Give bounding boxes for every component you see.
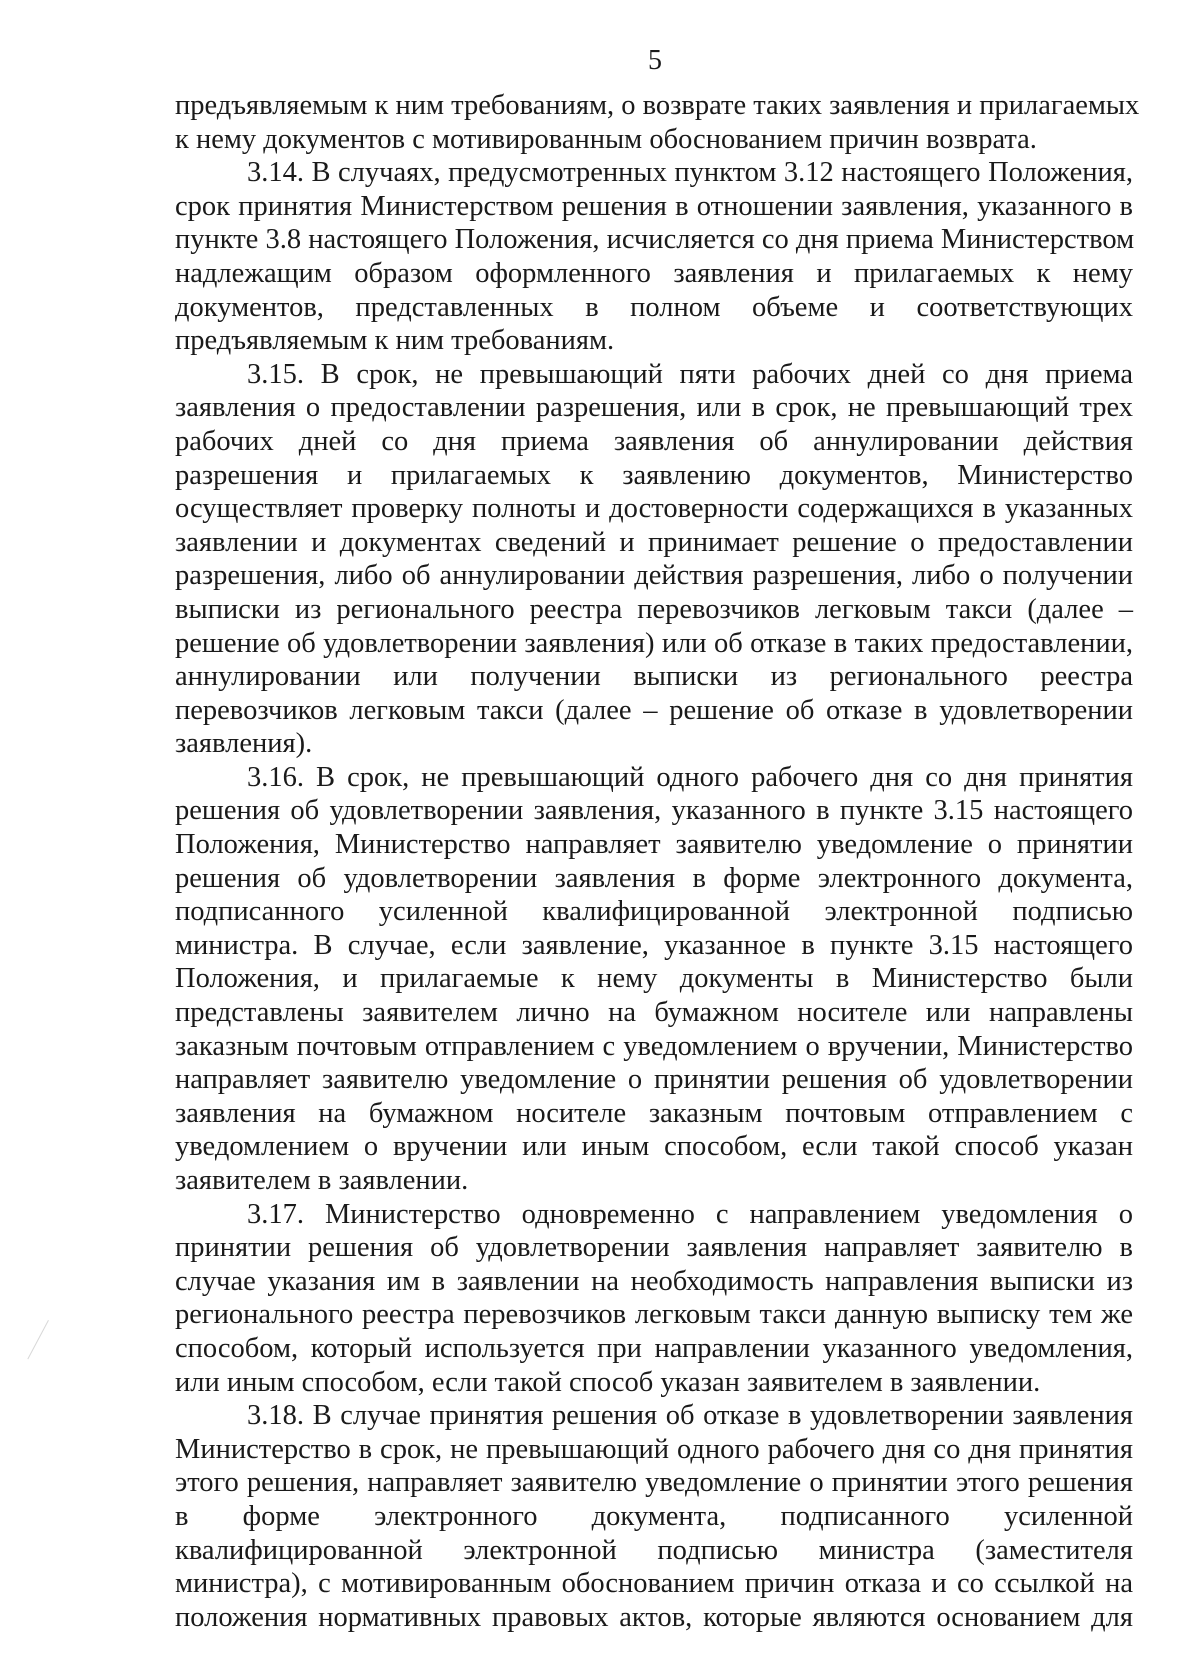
text-line: разрешения, либо об аннулировании действия разрешения, либо о получении	[175, 560, 1133, 592]
text-line: решение об удовлетворении заявления) или об отказе в таких предоставлении,	[175, 627, 1133, 659]
text-line: 3.14. В случаях, предусмотренных пунктом 3.12 настоящего Положения,	[247, 157, 1133, 189]
text-line: случае указания им в заявлении на необходимость направления выписки из	[175, 1265, 1133, 1297]
text-line: министра), с мотивированным обоснованием причин отказа и со ссылкой на	[175, 1568, 1133, 1600]
text-line: Положения, Министерство направляет заявителю уведомление о принятии	[175, 829, 1133, 861]
text-line: заявителем в заявлении.	[175, 1165, 469, 1196]
text-line: заказным почтовым отправлением с уведомлением о вручении, Министерство	[175, 1030, 1133, 1062]
page-number: 5	[648, 45, 662, 76]
text-line: заявления на бумажном носителе заказным почтовым отправлением с	[175, 1097, 1133, 1129]
text-line: подписанного усиленной квалифицированной электронной подписью	[175, 896, 1133, 928]
text-line: срок принятия Министерством решения в отношении заявления, указанного в	[175, 190, 1133, 222]
text-line: заявления).	[175, 728, 313, 760]
text-line: пункте 3.8 настоящего Положения, исчисляется со дня приема Министерством	[175, 224, 1135, 256]
text-line: квалифицированной электронной подписью министра (заместителя	[175, 1534, 1133, 1566]
text-line: заявлении и документах сведений и принимает решение о предоставлении	[175, 526, 1133, 558]
paragraph-3-17	[175, 1198, 1133, 1400]
text-line: документов, представленных в полном объеме и соответствующих	[175, 291, 1133, 323]
text-line: этого решения, направляет заявителю уведомление о принятии этого решения	[175, 1467, 1133, 1499]
text-line: выписки из регионального реестра перевозчиков легковым такси (далее –	[175, 593, 1133, 625]
text-line: аннулировании или получении выписки из регионального реестра	[175, 661, 1133, 693]
text-line: Министерство в срок, не превышающий одного рабочего дня со дня принятия	[175, 1433, 1133, 1465]
text-line: перевозчиков легковым такси (далее – решение об отказе в удовлетворении	[175, 694, 1133, 726]
text-line: предъявляемым к ним требованиям.	[175, 325, 615, 357]
text-line: заявления о предоставлении разрешения, или в срок, не превышающий трех	[175, 392, 1133, 424]
text-line: регионального реестра перевозчиков легковым такси данную выписку тем же	[175, 1299, 1133, 1331]
paragraph-3-18	[175, 1399, 1133, 1634]
paragraph-3-16	[175, 761, 1133, 1198]
text-line: предъявляемым к ним требованиям, о возврате таких заявления и прилагаемых	[175, 90, 1140, 121]
text-line: 3.18. В случае принятия решения об отказе в удовлетворении заявления	[247, 1400, 1133, 1432]
text-line: или иным способом, если такой способ указан заявителем в заявлении.	[175, 1366, 1041, 1398]
paragraph-3-14	[175, 156, 1133, 358]
paragraph-continuation	[175, 89, 1140, 156]
text-line: Положения, и прилагаемые к нему документы в Министерство были	[175, 963, 1133, 995]
text-line: направляет заявителю уведомление о принятии решения об удовлетворении	[175, 1064, 1133, 1096]
text-line: уведомлением о вручении или иным способом, если такой способ указан	[175, 1131, 1133, 1163]
text-line: способом, который используется при направлении указанного уведомления,	[175, 1332, 1133, 1364]
text-line: положения нормативных правовых актов, которые являются основанием для	[175, 1601, 1133, 1633]
text-line: в форме электронного документа, подписанного усиленной	[175, 1500, 1133, 1532]
text-line: решения об удовлетворении заявления, указанного в пункте 3.15 настоящего	[175, 795, 1133, 827]
text-line: принятии решения об удовлетворении заявления направляет заявителю в	[175, 1232, 1133, 1264]
scan-artifact-mark	[27, 1320, 49, 1359]
text-line: 3.15. В срок, не превышающий пяти рабочих дней со дня приема	[247, 358, 1133, 390]
text-line: 3.17. Министерство одновременно с направлением уведомления о	[247, 1198, 1133, 1230]
document-body	[175, 89, 1140, 1634]
paragraph-3-15	[175, 358, 1133, 761]
text-line: представлены заявителем лично на бумажном носителе или направлены	[175, 997, 1133, 1029]
text-line: разрешения и прилагаемых к заявлению документов, Министерство	[175, 459, 1133, 491]
text-line: 3.16. В срок, не превышающий одного рабочего дня со дня принятия	[247, 761, 1133, 793]
text-line: решения об удовлетворении заявления в форме электронного документа,	[175, 862, 1133, 894]
text-line: к нему документов с мотивированным обоснованием причин возврата.	[175, 123, 1037, 155]
text-line: надлежащим образом оформленного заявления и прилагаемых к нему	[175, 257, 1133, 289]
text-line: осуществляет проверку полноты и достоверности содержащихся в указанных	[175, 493, 1133, 525]
text-line: министра. В случае, если заявление, указанное в пункте 3.15 настоящего	[175, 929, 1133, 961]
text-line: рабочих дней со дня приема заявления об аннулировании действия	[175, 425, 1133, 457]
